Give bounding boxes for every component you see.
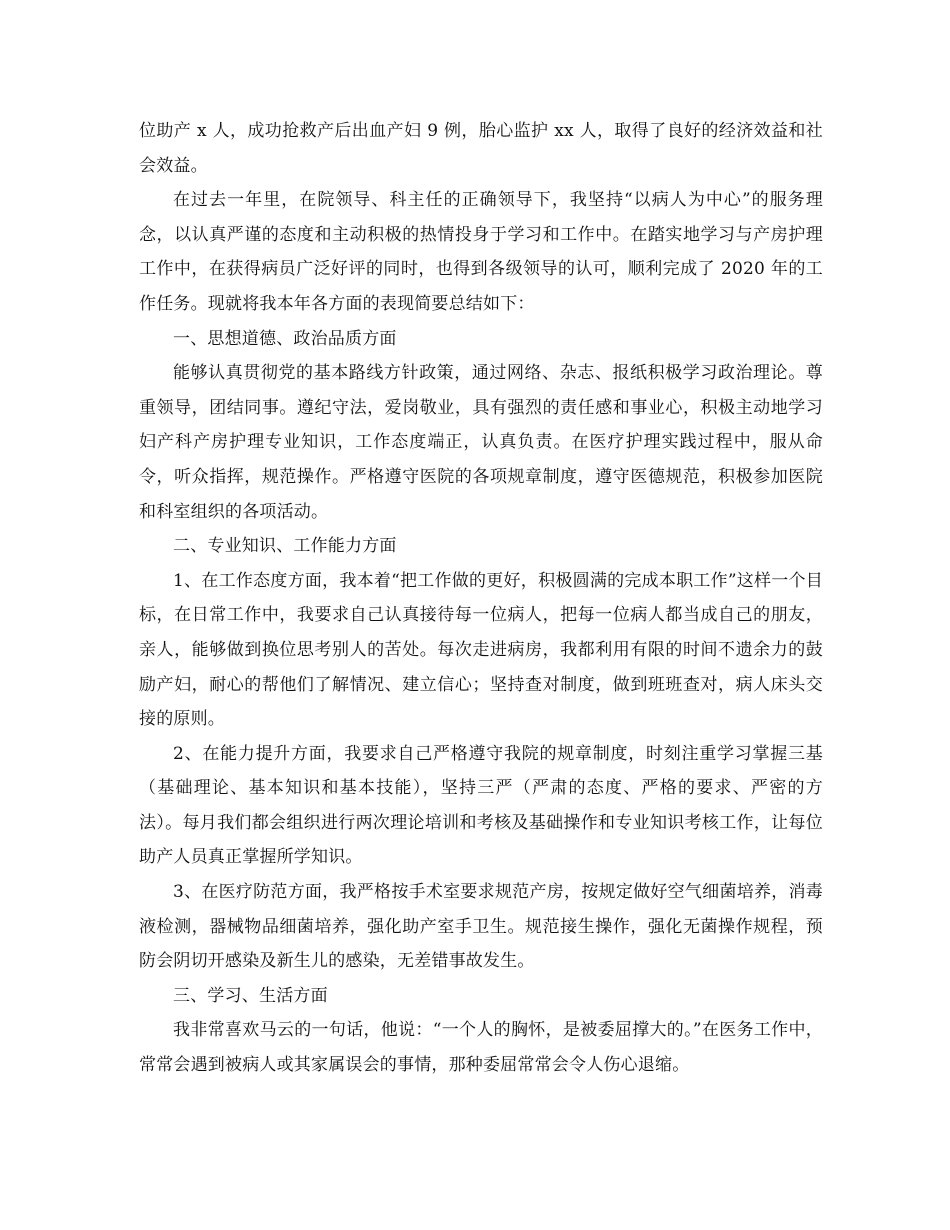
section-heading-professional: 二、专业知识、工作能力方面 xyxy=(173,536,397,557)
paragraph-study-life: 我非常喜欢马云的一句话，他说：“一个人的胸怀，是被委屈撑大的。”在医务工作中，常常会遇到被病人或其家属误会的事情，那种委屈常常会令人伤心退缩。 xyxy=(139,1020,823,1076)
paragraph-ideology: 能够认真贯彻党的基本路线方针政策，通过网络、杂志、报纸积极学习政治理论。尊重领导，团结同事。遵纪守法，爱岗敬业，具有强烈的责任感和事业心，积极主动地学习妇产科产房护理专业知识，工作态度端正，认真负责。在医疗护理实践过程中，服从命令，听众指挥，规范操作。严格遵守医院的各项规章制度，遵守医德规范，积极参加医院和科室组织的各项活动。 xyxy=(139,363,823,522)
paragraph-continuation: 位助产 x 人，成功抢救产后出血产妇 9 例，胎心监护 xx 人，取得了良好的经济效益和社会效益。 xyxy=(139,121,823,176)
section-heading-ideology: 一、思想道德、政治品质方面 xyxy=(173,328,397,349)
document-body xyxy=(139,114,823,1083)
section-heading-study-life: 三、学习、生活方面 xyxy=(173,985,328,1006)
paragraph-ability: 2、在能力提升方面，我要求自己严格遵守我院的规章制度，时刻注重学习掌握三基（基础理论、基本知识和基本技能），坚持三严（严肃的态度、严格的要求、严密的方法）。每月我们都会组织进行两次理论培训和考核及基础操作和专业知识考核工作，让每位助产人员真正掌握所学知识。 xyxy=(139,743,823,868)
paragraph-intro: 在过去一年里，在院领导、科主任的正确领导下，我坚持“以病人为中心”的服务理念，以认真严谨的态度和主动积极的热情投身于学习和工作中。在踏实地学习与产房护理工作中，在获得病员广泛好评的同时，也得到各级领导的认可，顺利完成了 2020 年的工作任务。现就将我本年各方面的表现简要总结如下： xyxy=(139,190,823,314)
paragraph-prevention: 3、在医疗防范方面，我严格按手术室要求规范产房，按规定做好空气细菌培养，消毒液检测，器械物品细菌培养，强化助产室手卫生。规范接生操作，强化无菌操作规程，预防会阴切开感染及新生儿的感染，无差错事故发生。 xyxy=(139,882,823,972)
paragraph-work-attitude: 1、在工作态度方面，我本着“把工作做的更好，积极圆满的完成本职工作”这样一个目标，在日常工作中，我要求自己认真接待每一位病人，把每一位病人都当成自己的朋友，亲人，能够做到换位思考别人的苦处。每次走进病房，我都利用有限的时间不遗余力的鼓励产妇，耐心的帮他们了解情况、建立信心；坚持查对制度，做到班班查对，病人床头交接的原则。 xyxy=(139,570,823,730)
